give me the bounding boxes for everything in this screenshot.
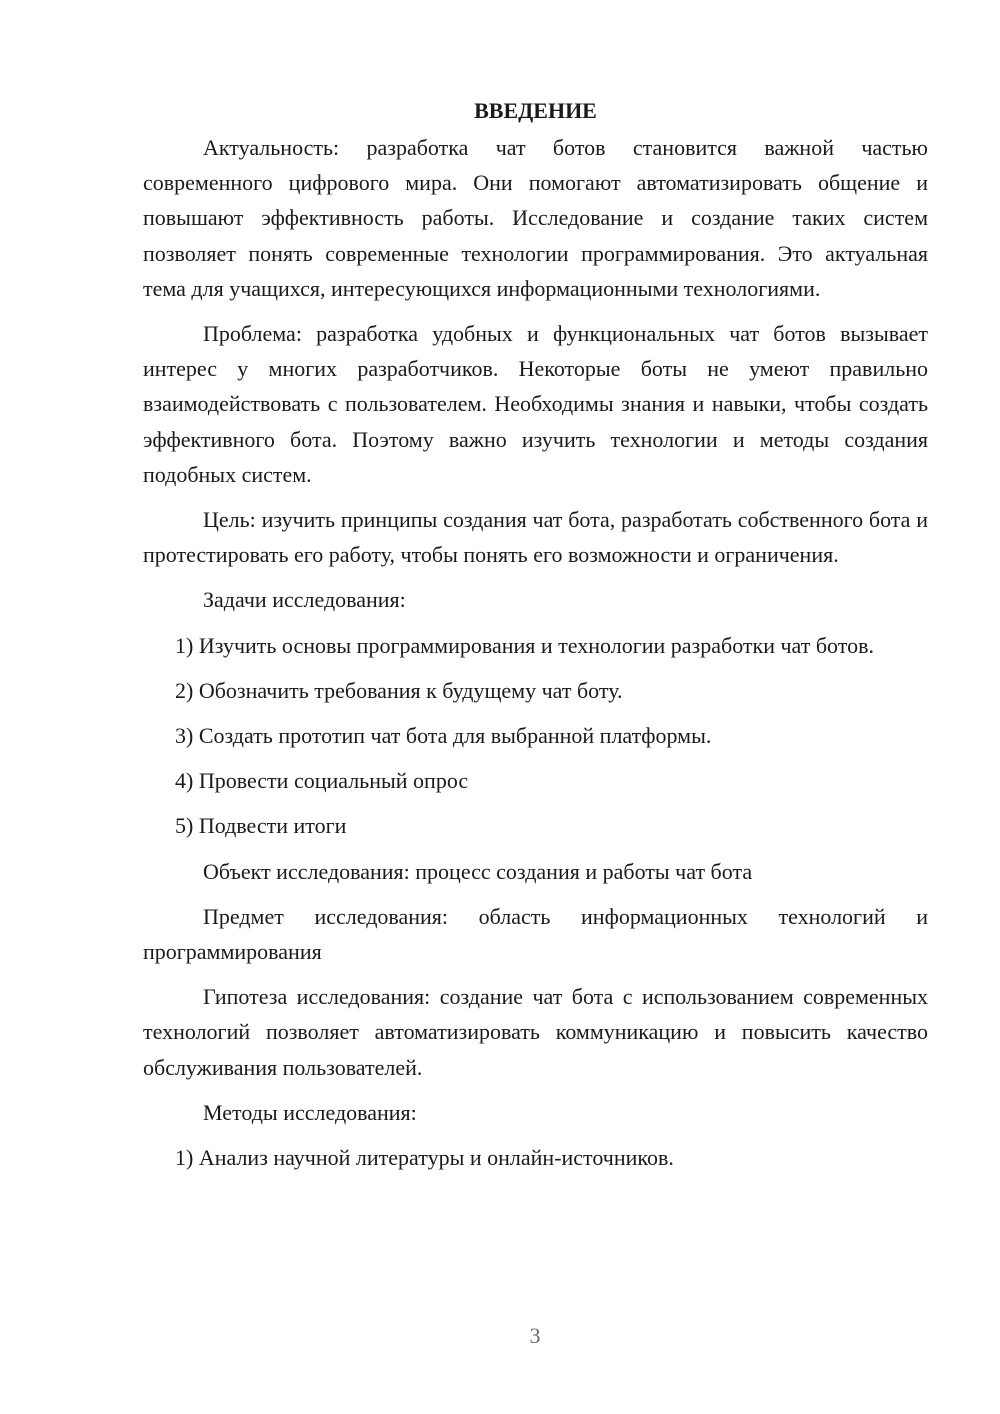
tasks-list	[143, 628, 928, 844]
list-item: 5) Подвести итоги	[175, 813, 347, 839]
problem-paragraph: Проблема: разработка удобных и функциональных чат ботов вызывает интерес у многих разработчиков. Некоторые боты не умеют правильно взаимодействовать с пользователем. Необходимы знания и навыки, чтобы создать эффективного бота. Поэтому важно изучить технологии и методы создания подобных систем.	[143, 321, 928, 487]
section-heading: ВВЕДЕНИЕ	[474, 98, 597, 123]
list-item: 3) Создать прототип чат бота для выбранной платформы.	[175, 723, 712, 749]
methods-title: Методы исследования:	[203, 1099, 417, 1125]
tasks-title: Задачи исследования:	[203, 587, 406, 613]
list-item: 1) Анализ научной литературы и онлайн-источников.	[175, 1145, 674, 1171]
object-paragraph: Объект исследования: процесс создания и работы чат бота	[203, 858, 753, 884]
page-content	[143, 93, 928, 1185]
page-number: 3	[529, 1323, 541, 1348]
list-item: 2) Обозначить требования к будущему чат боту.	[175, 677, 623, 703]
list-item: 1) Изучить основы программирования и технологии разработки чат ботов.	[175, 632, 874, 658]
relevance-paragraph: Актуальность: разработка чат ботов становится важной частью современного цифрового мира. Они помогают автоматизировать общение и повышают эффективность работы. Исследование и создание таких систем позволяет понять современные технологии программирования. Это актуальная тема для учащихся, интересующихся информационными технологиями.	[143, 135, 928, 301]
goal-paragraph: Цель: изучить принципы создания чат бота, разработать собственного бота и протестировать его работу, чтобы понять его возможности и ограничения.	[143, 507, 928, 568]
list-item: 4) Провести социальный опрос	[175, 768, 469, 794]
subject-paragraph: Предмет исследования: область информационных технологий и программирования	[143, 903, 928, 965]
methods-list	[143, 1140, 928, 1175]
hypothesis-paragraph: Гипотеза исследования: создание чат бота с использованием современных технологий позволяет автоматизировать коммуникацию и повысить качество обслуживания пользователей.	[143, 984, 928, 1080]
